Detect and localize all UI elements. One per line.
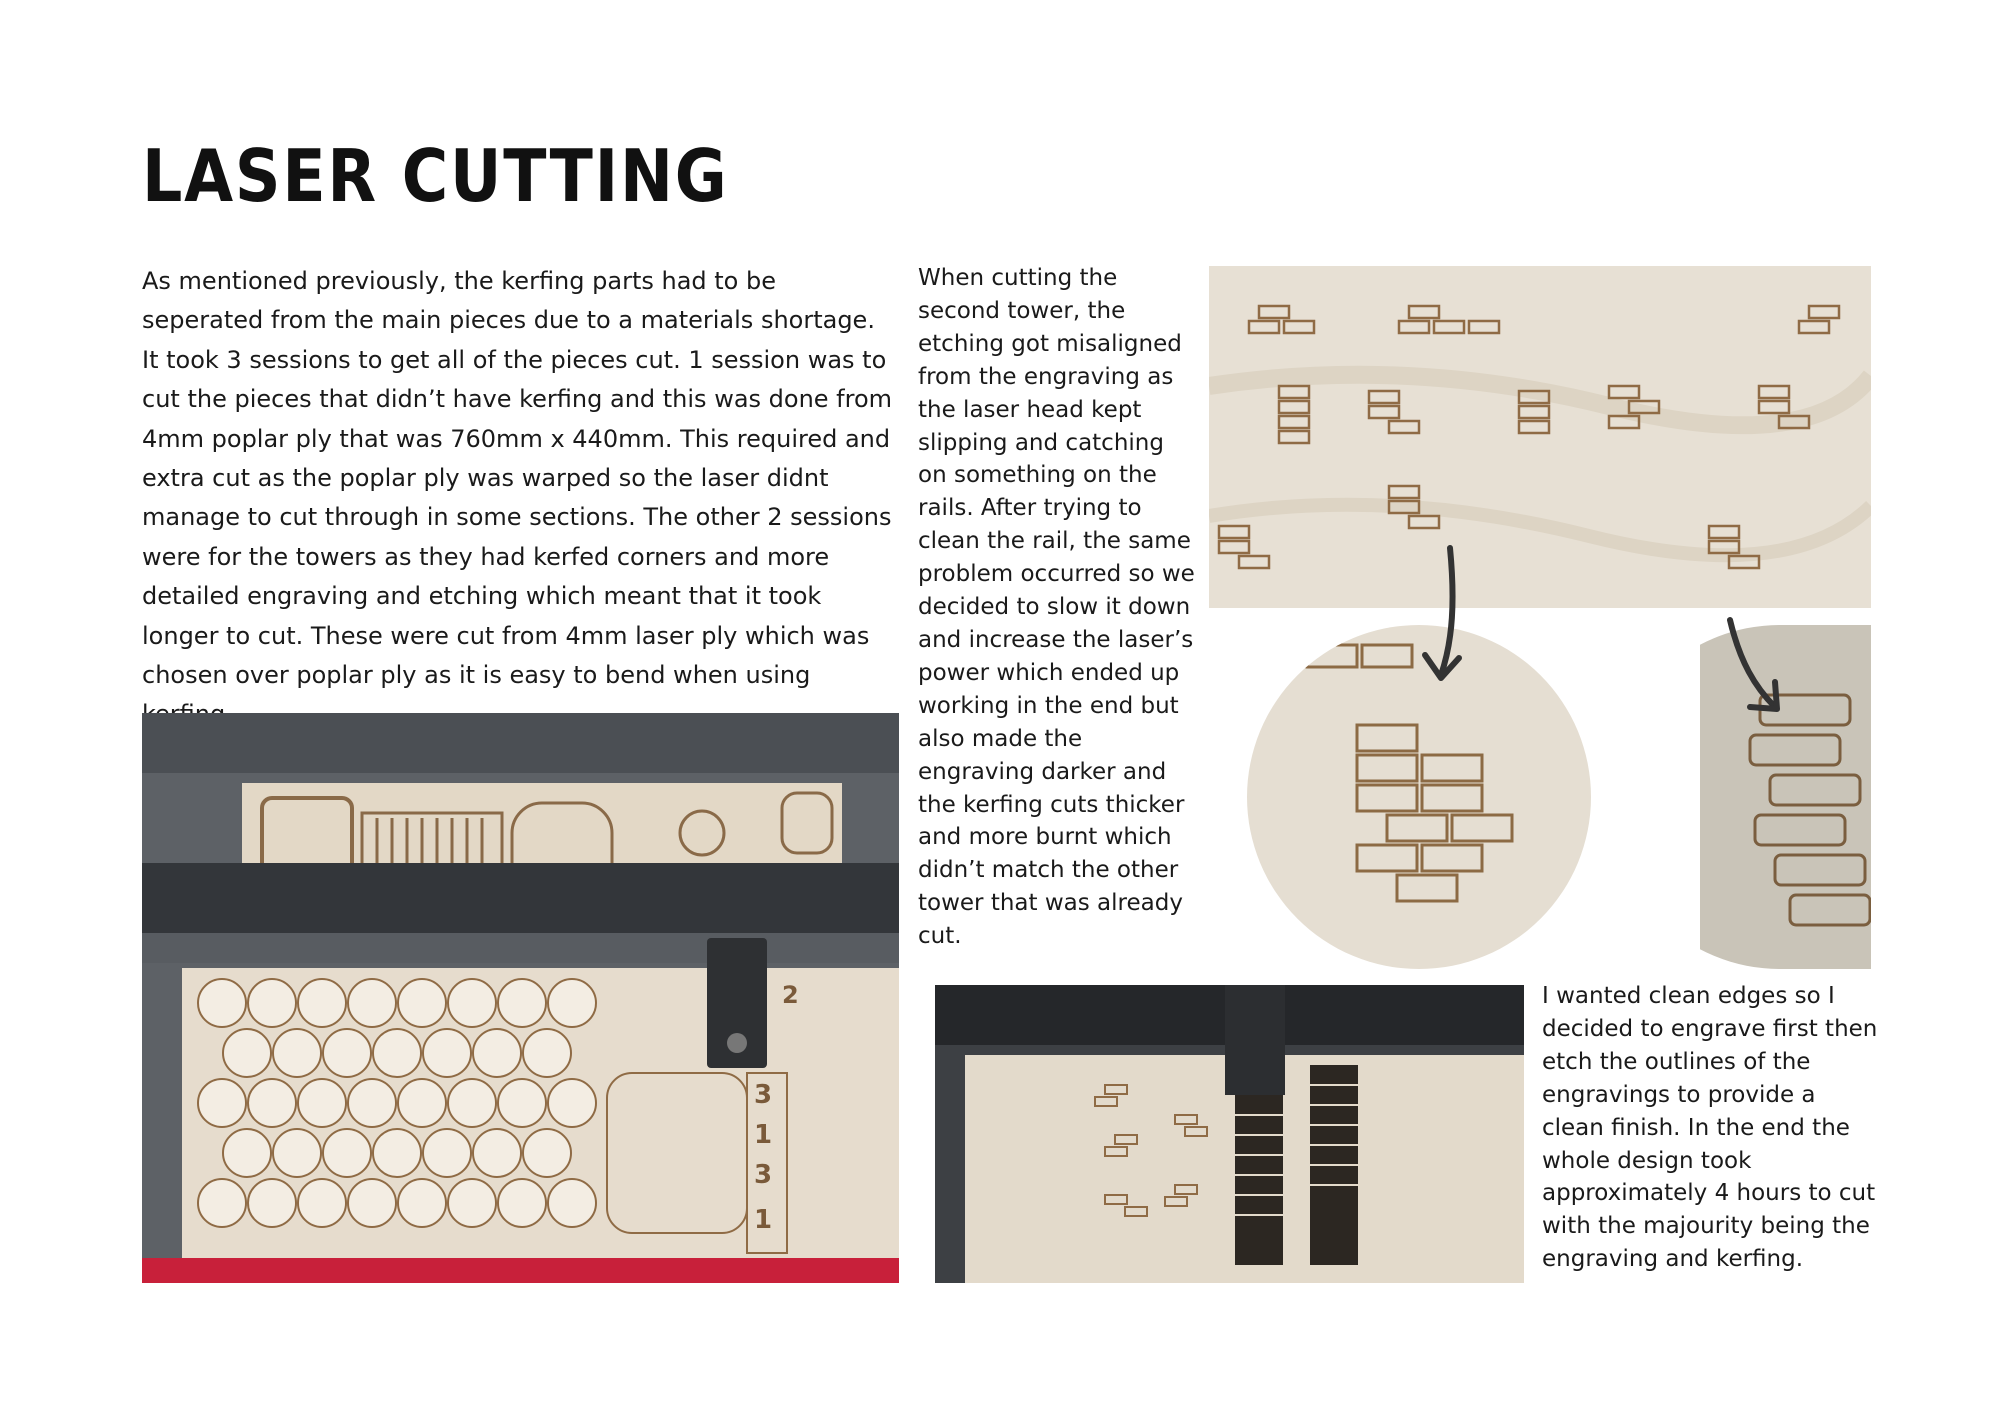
laser-bed-photo <box>142 713 899 1283</box>
photo-number-5: 2 <box>782 981 799 1009</box>
brick-engraving-photo <box>1209 266 1871 608</box>
edges-paragraph: I wanted clean edges so I decided to engrave first then etch the outlines of the engravings to provide a clean finish. In the end the whole design took approximately 4 hours to cut with the majourity being the engraving and kerfing. <box>1542 983 1878 1273</box>
arrow-icon-2 <box>1720 612 1790 722</box>
tower-paragraph: When cutting the second tower, the etching got misaligned from the engraving as the laser head kept slipping and catching on something on the rails. After trying to clean the rail, the same problem occurred so we decided to slow it down and increase the laser’s power which ended up working in the end but also made the engraving darker and the kerfing cuts thicker and more burnt which didn’t match the other tower that was already cut. <box>918 265 1195 950</box>
main-paragraph: As mentioned previously, the kerfing parts had to be seperated from the main pieces due to a materials shortage. It took 3 sessions to get all of the pieces cut. 1 session was to cut the pieces that didn’t have kerfing and this was done from 4mm poplar ply that was 760mm x 440mm. This required and extra cut as the poplar ply was warped so the laser didnt manage to cut through in some sections. The other 2 sessions were for the towers as they had kerfed corners and more detailed engraving and etching which meant that it took longer to cut. These were cut from 4mm laser ply which was chosen over poplar ply as it is easy to bend when using <box>142 267 893 690</box>
photo-number-3: 3 <box>754 1160 773 1190</box>
laser-engraving-progress-photo <box>935 985 1524 1283</box>
page-title: LASER CUTTING <box>142 134 729 218</box>
photo-number-2: 1 <box>754 1120 773 1150</box>
photo-number-4: 1 <box>754 1205 773 1235</box>
photo-number-1: 3 <box>754 1080 773 1110</box>
arrow-icon <box>1415 540 1475 690</box>
